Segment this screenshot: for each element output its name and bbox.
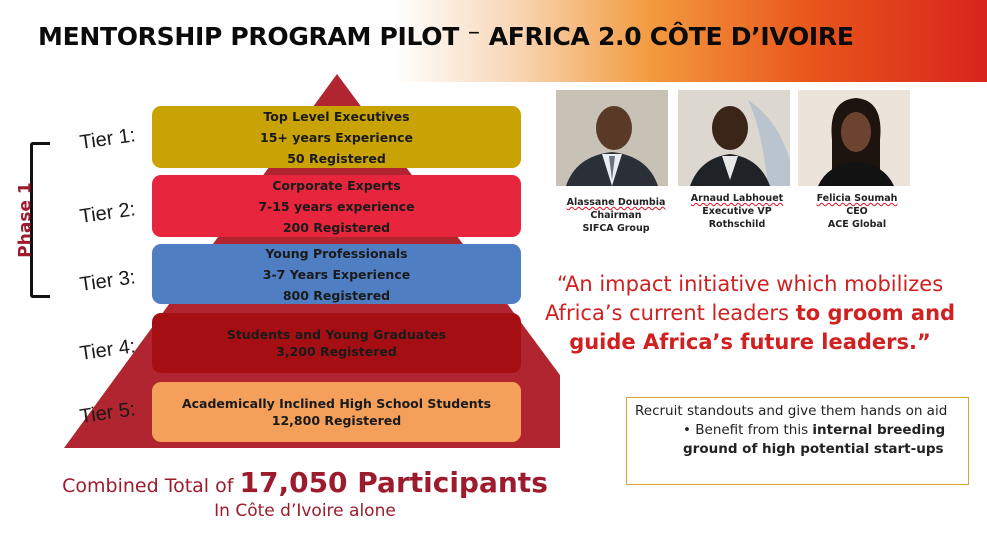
callout-bullet-bold: internal breeding ground of high potential start-ups — [683, 422, 946, 457]
tier-2-line-3: 200 Registered — [282, 219, 391, 235]
portrait-photo-1 — [556, 90, 668, 186]
tier-3-label: Tier 3: — [78, 266, 137, 296]
person-1-name: Alassane Doumbia — [566, 197, 666, 208]
phase-label: Phase 1 — [15, 182, 36, 258]
tier-1-box — [152, 106, 521, 168]
callout-text: Recruit standouts and give them hands on aid — [635, 403, 948, 419]
tier-1-line-1: Top Level Executives — [263, 108, 410, 124]
tier-1-label: Tier 1: — [78, 124, 137, 154]
tier-5-line-2: 12,800 Registered — [271, 413, 402, 428]
callout-bullet-prefix: • Benefit from this — [683, 422, 813, 438]
tier-5-line-1: Academically Inclined High School Students — [181, 396, 492, 411]
tier-3-line-1: Young Professionals — [265, 245, 408, 261]
impact-quote — [528, 270, 972, 357]
participants-total — [40, 466, 570, 521]
tier-3-line-2: 3-7 Years Experience — [262, 266, 411, 282]
tier-4-box — [152, 313, 521, 373]
person-3-org: ACE Global — [827, 219, 887, 230]
portrait-photo-3 — [798, 90, 910, 186]
tier-5-label: Tier 5: — [78, 398, 137, 428]
quote-emphasis: to groom and guide Africa’s future leaders.” — [569, 301, 956, 354]
callout-bullet — [635, 421, 960, 459]
person-caption-1 — [551, 196, 681, 235]
callout-box — [626, 397, 969, 485]
tier-4-line-2: 3,200 Registered — [276, 344, 397, 359]
person-1-org: SIFCA Group — [582, 223, 650, 234]
total-count: 17,050 Participants — [239, 466, 548, 499]
tier-2-line-1: Corporate Experts — [272, 177, 401, 193]
total-subtitle: In Côte d’Ivoire alone — [214, 501, 396, 521]
person-1-role: Chairman — [590, 210, 642, 221]
person-3-name: Felicia Soumah — [816, 193, 898, 204]
tier-4-line-1: Students and Young Graduates — [226, 327, 447, 342]
person-2-org: Rothschild — [708, 219, 766, 230]
person-2-name: Arnaud Labhouet — [690, 193, 784, 204]
page-title: MENTORSHIP PROGRAM PILOT ⁻ AFRICA 2.0 CÔTE D’IVOIRE — [38, 22, 854, 51]
portrait-photo-2 — [678, 90, 790, 186]
tier-1-line-2: 15+ years Experience — [260, 129, 413, 145]
tier-2-label: Tier 2: — [78, 198, 137, 228]
tier-4-label: Tier 4: — [78, 335, 137, 365]
quote-text: “An impact initiative which mobilizes Africa’s current leaders — [544, 272, 944, 325]
tier-3-line-3: 800 Registered — [282, 287, 391, 303]
person-2-role: Executive VP — [702, 206, 772, 217]
tier-3-box — [152, 244, 521, 304]
person-caption-2 — [672, 192, 802, 231]
tier-2-line-2: 7-15 years experience — [258, 198, 415, 214]
tier-1-line-3: 50 Registered — [287, 150, 386, 166]
person-caption-3 — [792, 192, 922, 231]
person-3-role: CEO — [846, 206, 868, 217]
tier-2-box — [152, 175, 521, 237]
total-lead: Combined Total of — [62, 475, 240, 497]
tier-5-box — [152, 382, 521, 442]
